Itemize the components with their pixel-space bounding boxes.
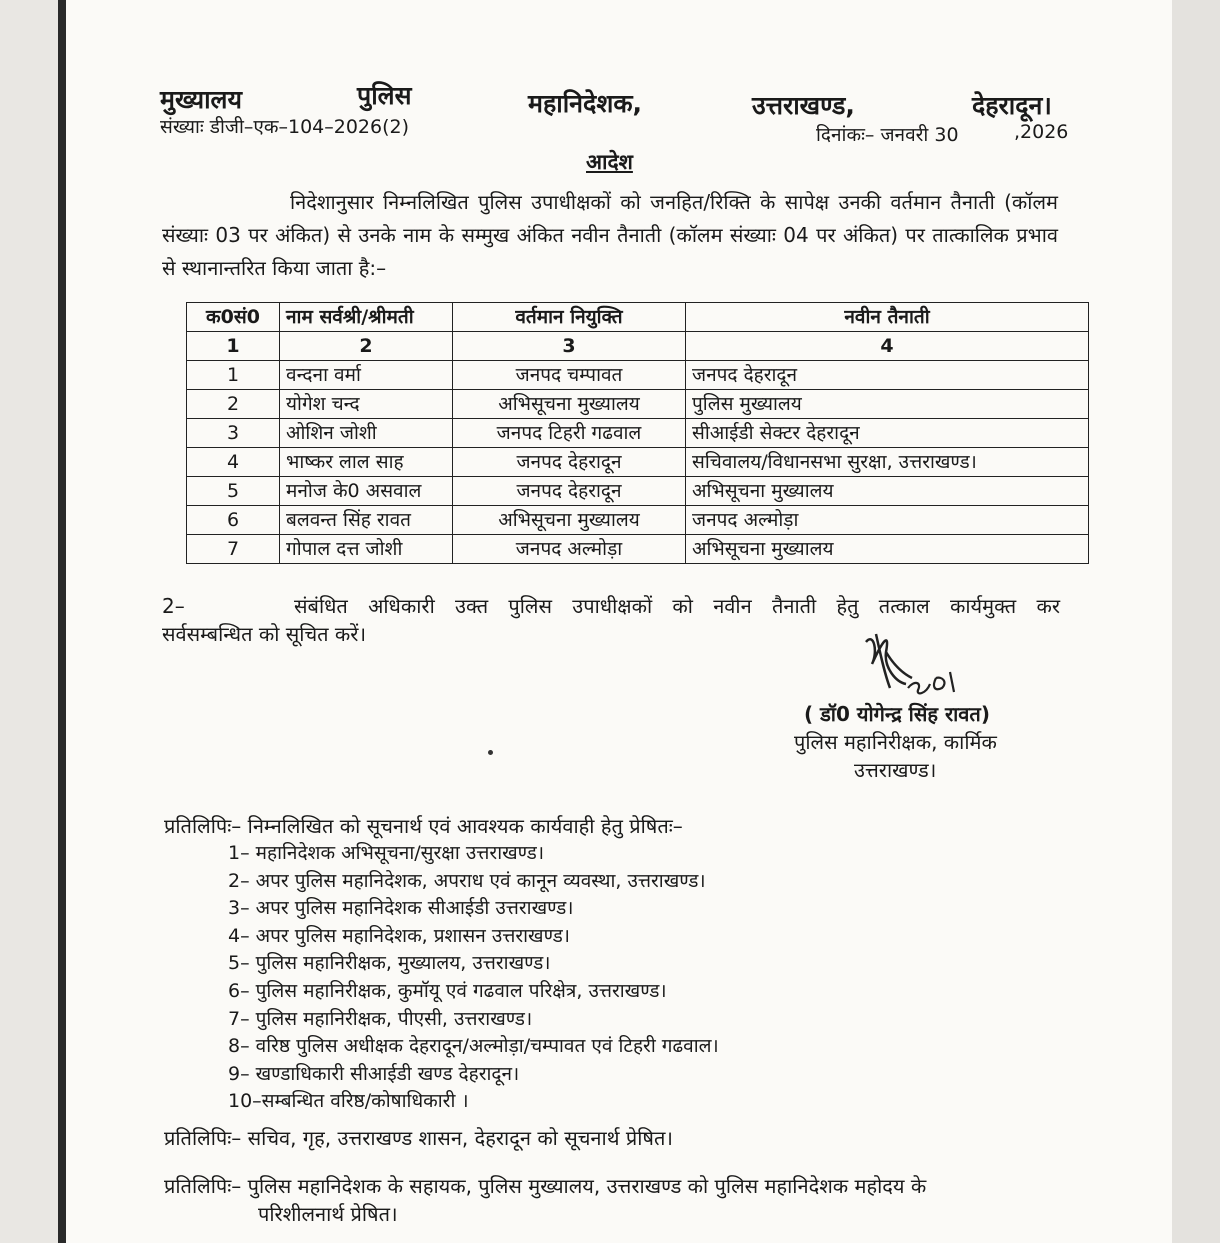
header-word-4: उत्तराखण्ड, [752,91,855,120]
table-row [187,535,1089,564]
col-number: 3 [453,332,686,361]
list-item: 1– महानिदेशक अभिसूचना/सुरक्षा उत्तराखण्ड। [228,842,545,864]
header-word-2: पुलिस [357,81,412,110]
cell-sno: 2 [187,390,280,419]
signatory-state: उत्तराखण्ड। [854,758,937,782]
col-number: 2 [280,332,453,361]
list-item: 4– अपर पुलिस महानिदेशक, प्रशासन उत्तराखण्ड। [228,924,570,947]
col-header-new: नवीन तैनाती [686,303,1089,332]
document-page [66,0,1172,1243]
table-row [187,361,1089,390]
col-header-name: नाम सर्वश्री/श्रीमती [280,303,453,332]
list-item: 5– पुलिस महानिरीक्षक, मुख्यालय, उत्तराखण्ड। [228,952,551,975]
cell-current: जनपद देहरादून [453,448,686,477]
col-header-current: वर्तमान नियुक्ति [453,303,686,332]
table-row [187,477,1089,506]
cell-name: गोपाल दत्त जोशी [280,535,453,564]
table-row [187,448,1089,477]
column-number-row [187,332,1089,361]
cell-new: अभिसूचना मुख्यालय [686,535,1089,564]
cell-name: वन्दना वर्मा [280,361,453,390]
cell-new: सीआईडी सेक्टर देहरादून [686,419,1089,448]
background-left [0,0,58,1243]
cell-sno: 4 [187,448,280,477]
ink-dot [488,750,493,755]
transfer-table [186,302,1089,564]
para2-text-line2: सर्वसम्बन्धित को सूचित करें। [162,622,367,646]
list-item: 7– पुलिस महानिरीक्षक, पीएसी, उत्तराखण्ड। [228,1007,533,1030]
cell-name: योगेश चन्द [280,390,453,419]
cc-heading: प्रतिलिपिः– निम्नलिखित को सूचनार्थ एवं आवश्यक कार्यवाही हेतु प्रेषितः– [164,814,683,838]
order-title: आदेश [586,150,633,174]
list-item: 6– पुलिस महानिरीक्षक, कुमॉयू एवं गढवाल परिक्षेत्र, उत्तराखण्ड। [228,979,667,1002]
cell-sno: 3 [187,419,280,448]
cell-new: अभिसूचना मुख्यालय [686,477,1089,506]
cell-name: ओशिन जोशी [280,419,453,448]
cell-sno: 5 [187,477,280,506]
cell-sno: 7 [187,535,280,564]
list-item: 9– खण्डाधिकारी सीआईडी खण्ड देहरादून। [228,1062,520,1085]
cc-list [228,840,719,1116]
cell-current: जनपद टिहरी गढवाल [453,419,686,448]
cell-current: जनपद अल्मोड़ा [453,535,686,564]
table-row [187,506,1089,535]
signature-mark [856,622,976,712]
para2-number: 2– [162,594,185,618]
cell-new: जनपद अल्मोड़ा [686,506,1089,535]
cc-secretary: प्रतिलिपिः– सचिव, गृह, उत्तराखण्ड शासन, देहरादून को सूचनार्थ प्रेषित। [164,1126,673,1150]
page-edge [58,0,66,1243]
list-item: 8– वरिष्ठ पुलिस अधीक्षक देहरादून/अल्मोड़ा/चम्पावत एवं टिहरी गढवाल। [228,1035,719,1058]
cell-current: अभिसूचना मुख्यालय [453,506,686,535]
background-right [1172,0,1220,1243]
cell-new: सचिवालय/विधानसभा सुरक्षा, उत्तराखण्ड। [686,448,1089,477]
cc-dgp-assistant-line1: प्रतिलिपिः– पुलिस महानिदेशक के सहायक, पुलिस मुख्यालय, उत्तराखण्ड को पुलिस महानिदेशक महोदय के [164,1174,927,1198]
col-number: 1 [187,332,280,361]
header-word-1: मुख्यालय [160,85,243,114]
list-item: 2– अपर पुलिस महानिदेशक, अपराध एवं कानून व्यवस्था, उत्तराखण्ड। [228,869,706,892]
date-year: ,2026 [1014,121,1069,143]
reference-number: संख्याः डीजी–एक–104–2026(2) [160,116,410,138]
intro-paragraph: निदेशानुसार निम्नलिखित पुलिस उपाधीक्षकों को जनहित/रिक्ति के सापेक्ष उनकी वर्तमान तैनाती (कॉलम संख्याः 03 पर अंकित) से उनके नाम के सम्मुख अंकित नवीन तैनाती (कॉलम संख्याः 04 पर अंकित) पर तात्कालिक प्रभाव से स्थानान्तरित किया जाता है:– [162,190,1058,280]
cell-current: जनपद चम्पावत [453,361,686,390]
signatory-designation: पुलिस महानिरीक्षक, कार्मिक [794,730,997,754]
cell-name: मनोज के0 असवाल [280,477,453,506]
cell-new: पुलिस मुख्यालय [686,390,1089,419]
cell-current: अभिसूचना मुख्यालय [453,390,686,419]
cell-current: जनपद देहरादून [453,477,686,506]
header-word-3: महानिदेशक, [528,89,643,118]
date-label: दिनांकः– जनवरी 30 [816,124,959,146]
cell-sno: 1 [187,361,280,390]
col-header-sno: क0सं0 [187,303,280,332]
list-item: 10–सम्बन्धित वरिष्ठ/कोषाधिकारी । [228,1090,469,1113]
cell-name: बलवन्त सिंह रावत [280,506,453,535]
table-row [187,390,1089,419]
cell-new: जनपद देहरादून [686,361,1089,390]
list-item: 3– अपर पुलिस महानिदेशक सीआईडी उत्तराखण्ड। [228,897,574,920]
header-word-5: देहरादून। [972,91,1052,120]
cell-sno: 6 [187,506,280,535]
para2-text: संबंधित अधिकारी उक्त पुलिस उपाधीक्षकों को नवीन तैनाती हेतु तत्काल कार्यमुक्त कर [294,594,1060,618]
cell-name: भाष्कर लाल साह [280,448,453,477]
signatory-name: ( डॉ0 योगेन्द्र सिंह रावत) [804,702,990,726]
table-row [187,419,1089,448]
cc-dgp-assistant-line2: परिशीलनार्थ प्रेषित। [258,1202,398,1226]
table-header-row [187,303,1089,332]
col-number: 4 [686,332,1089,361]
